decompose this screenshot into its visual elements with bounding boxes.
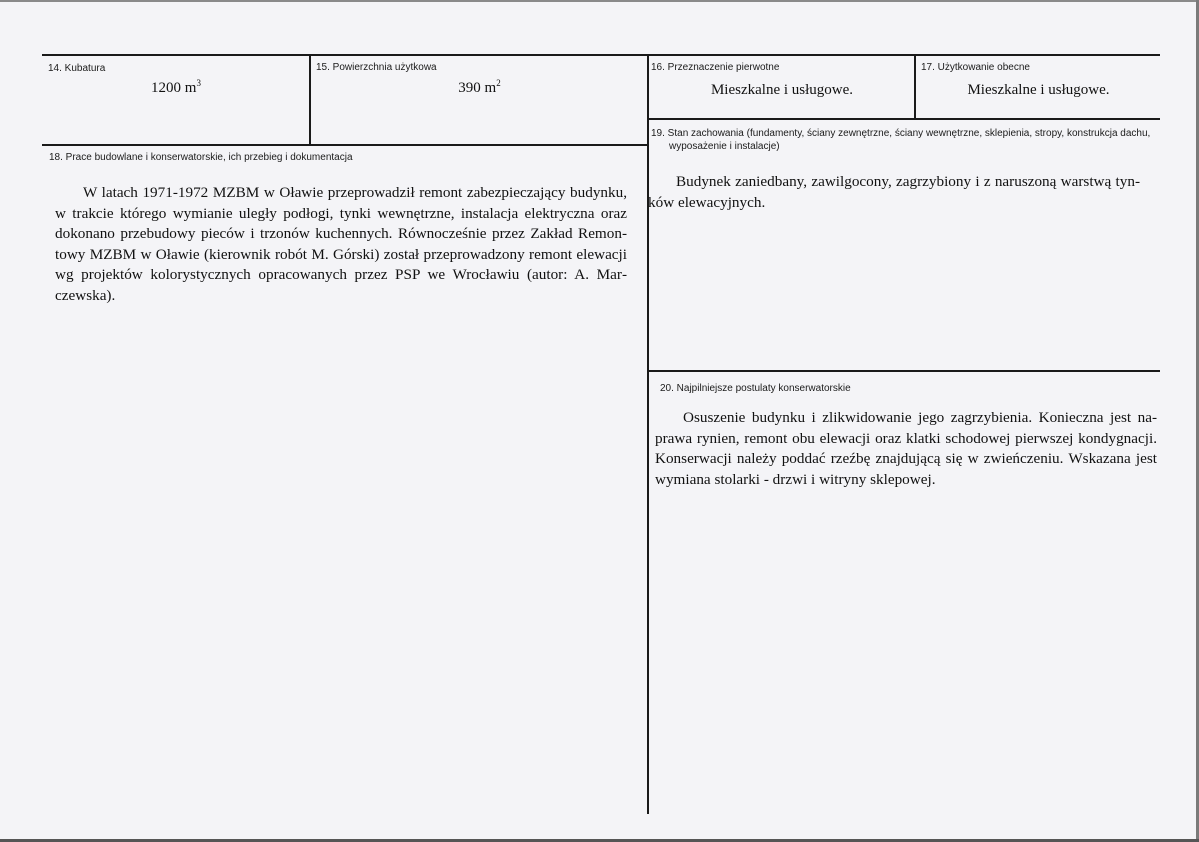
field-18-label: 18. Prace budowlane i konserwatorskie, ich przebieg i dokumentacja [49,152,353,163]
field-18-text: W latach 1971-1972 MZBM w Oławie przeprowadził remont zabezpieczający budynku, w trakcie którego wymianie uległy podłogi, tynki wewnętrzne, instalacja elektryczna oraz dokonano przebudowy pieców i trzonów kuchennych. Równocześnie przez Zakład Remontowy MZBM w Oławie (kierownik robót M. Górski) został przeprowadzony remont elewacji wg projektów kolorystycznych opracowanych przez PSP we Wrocławiu (autor: A. Marczewska). [55,184,627,304]
top-rule [42,54,1160,56]
field-14-label: 14. Kubatura [48,63,106,74]
field-14-value [44,80,308,97]
divider-14-15 [309,54,311,145]
field-15-value [312,80,647,97]
field-15-label: 15. Powierzchnia użytkowa [316,62,437,73]
rule-20-top [647,370,1160,372]
field-17-value: Mieszkalne i usługowe. [967,82,1110,98]
rule-18-top [42,144,648,146]
field-19-label: 19. Stan zachowania (fundamenty, ściany zewnętrzne, ściany wewnętrzne, sklepienia, stropy, konstrukcja dachu, wyposażenie i instalacje) [651,128,1151,152]
rule-16-17-bottom [647,118,1160,120]
field-20-label: 20. Najpilniejsze postulaty konserwatorskie [660,383,851,394]
field-19-text: Budynek zaniedbany, zawilgocony, zagrzybiony i z naruszoną warstwą tynków elewacyjnych. [648,173,1140,211]
field-14-unit-exponent: 3 [196,78,201,88]
field-15-value-text: 390 m [458,80,497,96]
field-14-value-text: 1200 m [151,80,197,96]
field-16-value: Mieszkalne i usługowe. [710,82,854,98]
scan-edge-top [0,0,1199,2]
field-17-label: 17. Użytkowanie obecne [921,62,1030,73]
field-15-unit-exponent: 2 [496,78,501,88]
field-20-text: Osuszenie budynku i zlikwidowanie jego zagrzybienia. Konieczna jest naprawa rynien, remont obu elewacji oraz klatki schodowej pierwszej kondygnacji. Konserwacji należy poddać rzeźbę znajdującą się w zwieńczeniu. Wskazana jest wymiana stolarki - drzwi i witryny sklepowej. [655,409,1157,488]
field-16-label: 16. Przeznaczenie pierwotne [651,62,780,73]
main-vertical-divider [647,54,649,814]
divider-16-17 [914,54,916,119]
